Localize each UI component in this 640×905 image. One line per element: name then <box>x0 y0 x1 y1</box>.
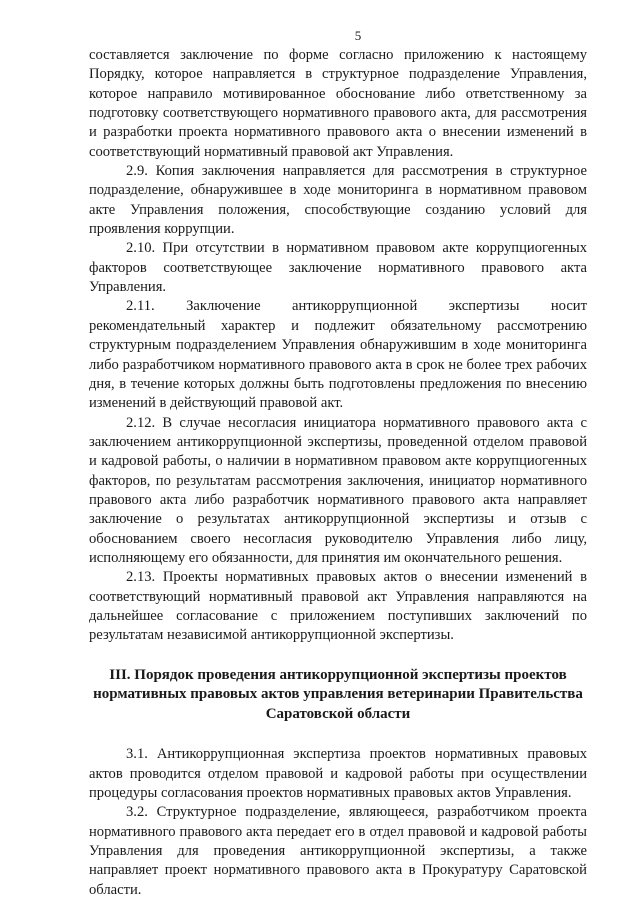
paragraph-continuation: составляется заключение по форме согласно приложению к настоящему Порядку, которое направляется в структурное подразделение Управления, которое направило мотивированное обоснование либо ответственному за подготовку соответствующего нормативного правового акта, для рассмотрения и разработки проекта нормативного правового акта о внесении изменений в соответствующий нормативный правовой акт Управления. <box>89 47 587 160</box>
paragraph-2-10: 2.10. При отсутствии в нормативном правовом акте коррупциогенных факторов соответствующее заключение нормативного правового акта Управления. <box>89 240 587 296</box>
section-heading-line-3: Саратовской области <box>265 705 411 722</box>
paragraph-3-1: 3.1. Антикоррупционная экспертиза проектов нормативных правовых актов проводится отделом правовой и кадровой работы при осуществлении процедуры согласования проектов нормативных правовых актов Управления. <box>89 746 587 801</box>
paragraphs-after <box>89 745 587 900</box>
paragraph-2-9: 2.9. Копия заключения направляется для рассмотрения в структурное подразделение, обнаружившее в ходе мониторинга в нормативном правовом акте Управления положения, способствующие созданию условий для проявления коррупции. <box>89 163 587 238</box>
paragraph-2-12: 2.12. В случае несогласия инициатора нормативного правового акта с заключением антикоррупционной экспертизы, проведенной отделом правовой и кадровой работы, о наличии в нормативном правовом акте коррупциогенных факторов, по результатам рассмотрения заключения, инициатор нормативного правового акта либо разработчик нормативного правового акта направляет заключение о результатах антикоррупционной экспертизы и отзыв с обоснованием своего несогласия руководителю Управления либо лицу, исполняющему его обязанности, для принятия им окончательного решения. <box>89 414 587 566</box>
section-heading-line-2: нормативных правовых актов управления ветеринарии Правительства <box>93 686 583 703</box>
document-page <box>89 28 587 900</box>
section-heading-line-1: III. Порядок проведения антикоррупционной экспертизы проектов <box>109 666 567 683</box>
section-heading <box>89 666 587 725</box>
paragraphs-before <box>89 46 587 646</box>
page-number: 5 <box>354 28 362 43</box>
paragraph-2-11: 2.11. Заключение антикоррупционной экспертизы носит рекомендательный характер и подлежит обязательному рассмотрению структурным подразделением Управления обнаружившим в ходе мониторинга либо разработчиком нормативного правового акта в срок не более трех рабочих дня, в течение которых должны быть подготовлены предложения по внесению изменений в действующий правовой акт. <box>89 298 587 412</box>
paragraph-2-13: 2.13. Проекты нормативных правовых актов о внесении изменений в соответствующий нормативный правовой акт Управления направляются на дальнейшее согласование с приложением поступивших заключений по результатам независимой антикоррупционной экспертизы. <box>89 569 587 644</box>
paragraph-3-2: 3.2. Структурное подразделение, являющееся, разработчиком проекта нормативного правового акта передает его в отдел правовой и кадровой работы Управления для проведения антикоррупционной экспертизы, а также направляет проект нормативного правового акта в Прокуратуру Саратовской области. <box>89 804 587 898</box>
